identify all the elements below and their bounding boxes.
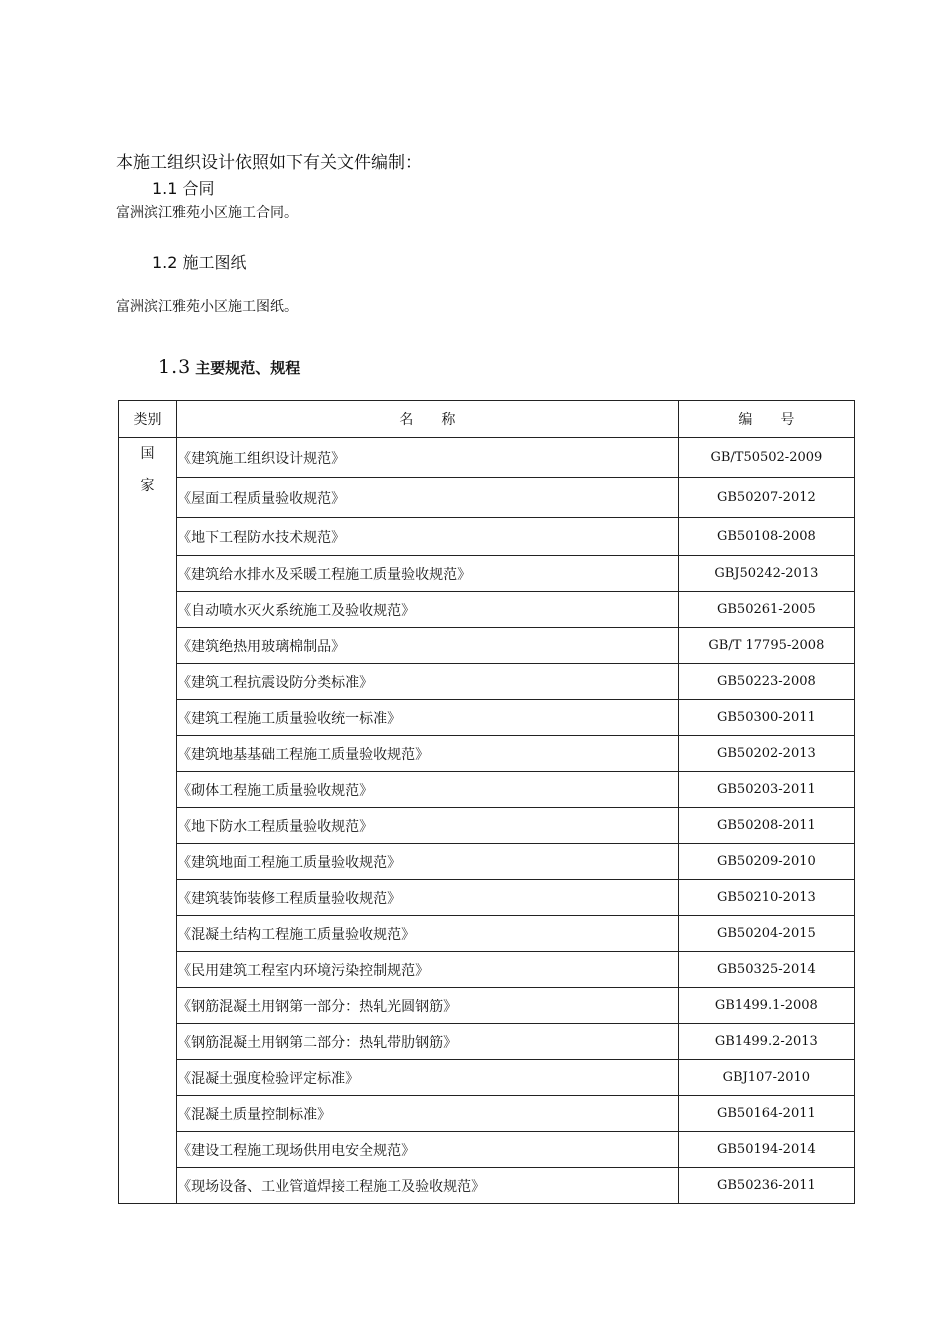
standard-name: 《钢筋混凝土用钢第二部分：热轧带肋钢筋》 [177,1024,679,1060]
standard-name: 《建筑工程抗震设防分类标准》 [177,664,679,700]
standard-code: GB50261-2005 [678,592,854,628]
standard-code: GB50204-2015 [678,916,854,952]
table-row [119,916,855,952]
standard-name: 《地下防水工程质量验收规范》 [177,808,679,844]
table-header-row [119,401,855,438]
table-row [119,592,855,628]
standard-name: 《建筑地基基础工程施工质量验收规范》 [177,736,679,772]
table-row [119,1060,855,1096]
standard-code: GB50223-2008 [678,664,854,700]
standard-code: GB50210-2013 [678,880,854,916]
standard-code: GB50203-2011 [678,772,854,808]
standard-name: 《混凝土质量控制标准》 [177,1096,679,1132]
table-row [119,844,855,880]
table-row [119,772,855,808]
standard-name: 《建筑地面工程施工质量验收规范》 [177,844,679,880]
section-1-3-number: 1.3 [158,356,192,378]
standards-table [118,400,855,1204]
section-1-2-body: 富洲滨江雅苑小区施工图纸。 [116,299,298,315]
standard-name: 《钢筋混凝土用钢第一部分：热轧光圆钢筋》 [177,988,679,1024]
table-row [119,1168,855,1204]
table-row [119,808,855,844]
table-row [119,880,855,916]
table-row [119,1132,855,1168]
standard-code: GB/T50502-2009 [678,438,854,478]
standard-name: 《民用建筑工程室内环境污染控制规范》 [177,952,679,988]
standard-name: 《混凝土强度检验评定标准》 [177,1060,679,1096]
section-1-3-heading [158,356,300,378]
section-1-2-heading: 1.2 施工图纸 [152,253,247,272]
table-row [119,1096,855,1132]
standard-code: GBJ107-2010 [678,1060,854,1096]
table-row [119,988,855,1024]
standard-code: GB50325-2014 [678,952,854,988]
standard-code: GB/T 17795-2008 [678,628,854,664]
table-row [119,952,855,988]
standard-code: GB50236-2011 [678,1168,854,1204]
standard-name: 《混凝土结构工程施工质量验收规范》 [177,916,679,952]
standard-code: GB50208-2011 [678,808,854,844]
table-row [119,736,855,772]
category-cell [119,438,177,1204]
standard-code: GB50164-2011 [678,1096,854,1132]
standard-name: 《建筑给水排水及采暖工程施工质量验收规范》 [177,556,679,592]
standard-code: GB50207-2012 [678,478,854,518]
standard-code: GB1499.1-2008 [678,988,854,1024]
section-1-1-body: 富洲滨江雅苑小区施工合同。 [116,205,298,221]
standard-name: 《自动喷水灭火系统施工及验收规范》 [177,592,679,628]
standard-name: 《建筑施工组织设计规范》 [177,438,679,478]
standard-name: 《砌体工程施工质量验收规范》 [177,772,679,808]
header-category: 类别 [119,401,177,438]
standard-code: GB50108-2008 [678,518,854,556]
standard-name: 《现场设备、工业管道焊接工程施工及验收规范》 [177,1168,679,1204]
standard-name: 《建筑工程施工质量验收统一标准》 [177,700,679,736]
table-body [119,438,855,1204]
table-row [119,518,855,556]
standard-name: 《地下工程防水技术规范》 [177,518,679,556]
table-row [119,438,855,478]
category-char: 家 [140,478,155,494]
table-row [119,664,855,700]
standard-code: GBJ50242-2013 [678,556,854,592]
standard-name: 《建设工程施工现场供用电安全规范》 [177,1132,679,1168]
standard-code: GB50209-2010 [678,844,854,880]
standard-code: GB1499.2-2013 [678,1024,854,1060]
table-row [119,628,855,664]
header-name: 名 称 [177,401,679,438]
table-row [119,1024,855,1060]
category-char: 国 [140,446,155,462]
intro-text: 本施工组织设计依照如下有关文件编制： [116,153,422,173]
standard-code: GB50300-2011 [678,700,854,736]
standard-name: 《建筑绝热用玻璃棉制品》 [177,628,679,664]
table-row [119,478,855,518]
standard-name: 《屋面工程质量验收规范》 [177,478,679,518]
standard-name: 《建筑装饰装修工程质量验收规范》 [177,880,679,916]
section-1-3-title: 主要规范、规程 [195,359,301,377]
table-row [119,700,855,736]
header-code: 编 号 [678,401,854,438]
table-row [119,556,855,592]
standard-code: GB50202-2013 [678,736,854,772]
section-1-1-heading: 1.1 合同 [152,179,215,198]
standard-code: GB50194-2014 [678,1132,854,1168]
